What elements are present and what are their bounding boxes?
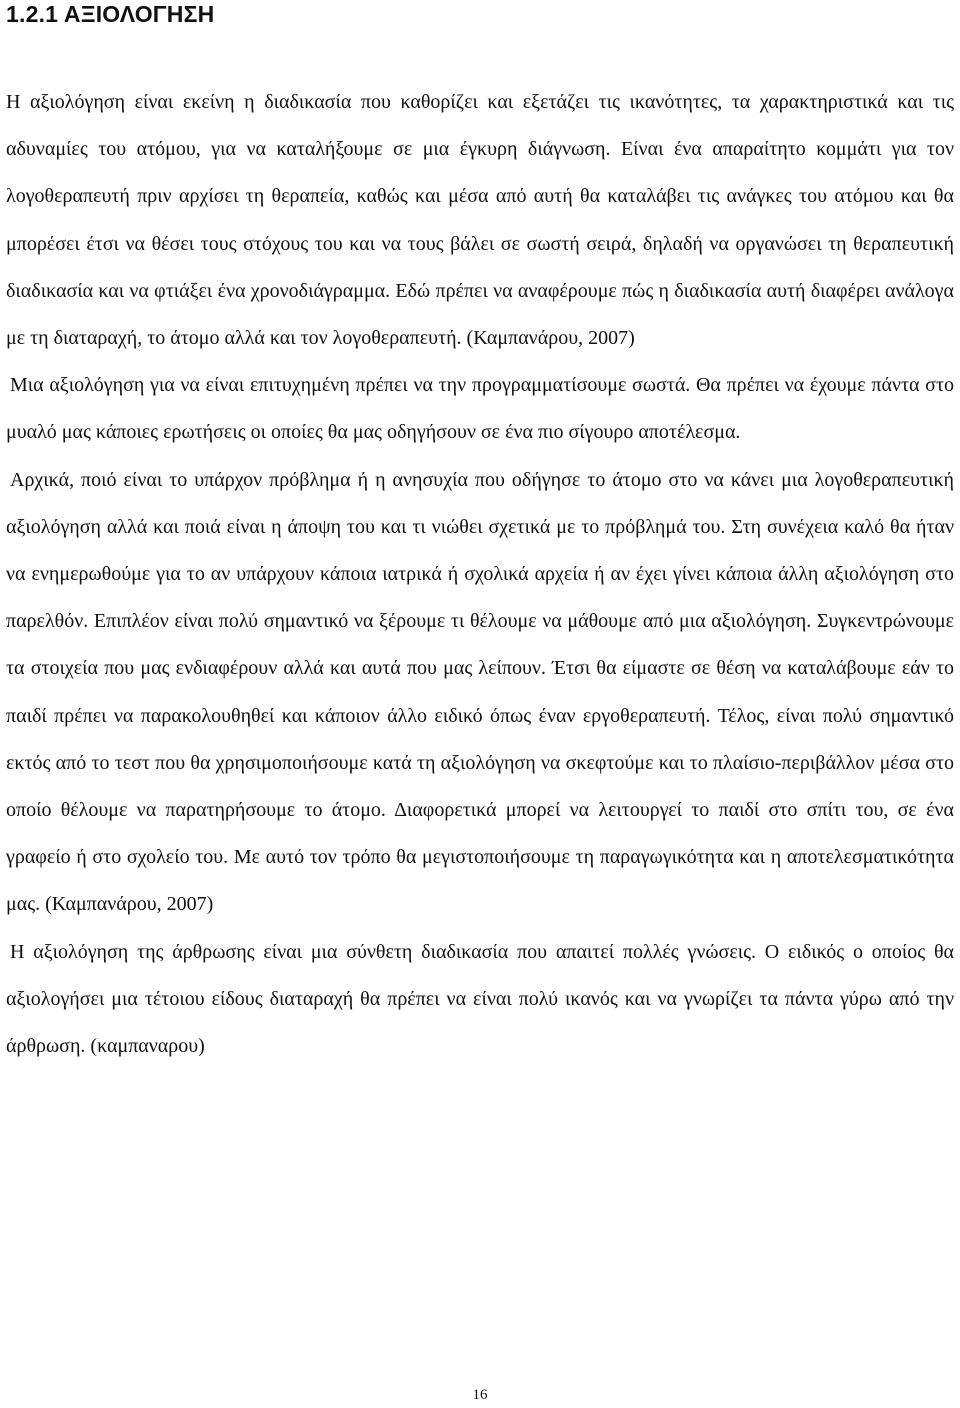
section-heading: 1.2.1 ΑΞΙΟΛΟΓΗΣΗ (6, 1, 215, 27)
paragraph-2: Μια αξιολόγηση για να είναι επιτυχημένη πρέπει να την προγραμματίσουμε σωστά. Θα πρέπει να έχουμε πάντα στο μυαλό μας κάποιες ερωτήσεις οι οποίες θα μας οδηγήσουν σε ένα πιο σίγουρο αποτέλεσμα. (6, 374, 954, 444)
paragraph-1: Η αξιολόγηση είναι εκείνη η διαδικασία που καθορίζει και εξετάζει τις ικανότητες, τα χαρακτηριστικά και τις αδυναμίες του ατόμου, για να καταλήξουμε σε μια έγκυρη διάγνωση. Είναι ένα απαραίτητο κομμάτι για τον λογοθεραπευτή πριν αρχίσει τη θεραπεία, καθώς και μέσα από αυτή θα καταλάβει τις ανάγκες του ατόμου και θα μπορέσει έτσι να θέσει τους στόχους του και να τους βάλει σε σωστή σειρά, δηλαδή να οργανώσει τη θεραπευτική διαδικασία και να φτιάξει ένα χρονοδιάγραμμα. Εδώ πρέπει να αναφέρουμε πώς η διαδικασία αυτή διαφέρει ανάλογα με τη διαταραχή, το άτομο αλλά και τον λογοθεραπευτή. (Καμπανάρου, 2007) (6, 91, 954, 350)
paragraph-3: Αρχικά, ποιό είναι το υπάρχον πρόβλημα ή η ανησυχία που οδήγησε το άτομο στο να κάνει μια λογοθεραπευτική αξιολόγηση αλλά και ποιά είναι η άποψη του και τι νιώθει σχετικά με το πρόβλημά του. Στη συνέχεια καλό θα ήταν να ενημερωθούμε για το αν υπάρχουν κάποια ιατρικά ή σχολικά αρχεία ή αν έχει γίνει κάποια άλλη αξιολόγηση στο παρελθόν. Επιπλέον είναι πολύ σημαντικό να ξέρουμε τι θέλουμε να μάθουμε από μια αξιολόγηση. Συγκεντρώνουμε τα στοιχεία που μας ενδιαφέρουν αλλά και αυτά που μας λείπουν. Έτσι θα είμαστε σε θέση να καταλάβουμε εάν το παιδί πρέπει να παρακολουθηθεί και κάποιον άλλο ειδικό όπως έναν εργοθεραπευτή. Τέλος, είναι πολύ σημαντικό εκτός από το τεστ που θα χρησιμοποιήσουμε κατά τη αξιολόγηση να σκεφτούμε και το πλαίσιο-περιβάλλον μέσα στο οποίο θέλουμε να παρατηρήσουμε το άτομο. Διαφορετικά μπορεί να λειτουργεί το παιδί στο σπίτι του, σε ένα γραφείο ή στο σχολείο του. Με αυτό τον τρόπο θα μεγιστοποιήσουμε τη παραγωγικότητα και η αποτελεσματικότητα μας. (Καμπανάρου, 2007) (6, 468, 954, 916)
page-number: 16 (472, 1387, 488, 1403)
paragraph-4: Η αξιολόγηση της άρθρωσης είναι μια σύνθετη διαδικασία που απαιτεί πολλές γνώσεις. Ο ειδικός ο οποίος θα αξιολογήσει μια τέτοιου είδους διαταραχή θα πρέπει να είναι πολύ ικανός και να γνωρίζει τα πάντα γύρω από την άρθρωση. (καμπαναρου) (6, 940, 954, 1058)
body-text (6, 79, 954, 1070)
